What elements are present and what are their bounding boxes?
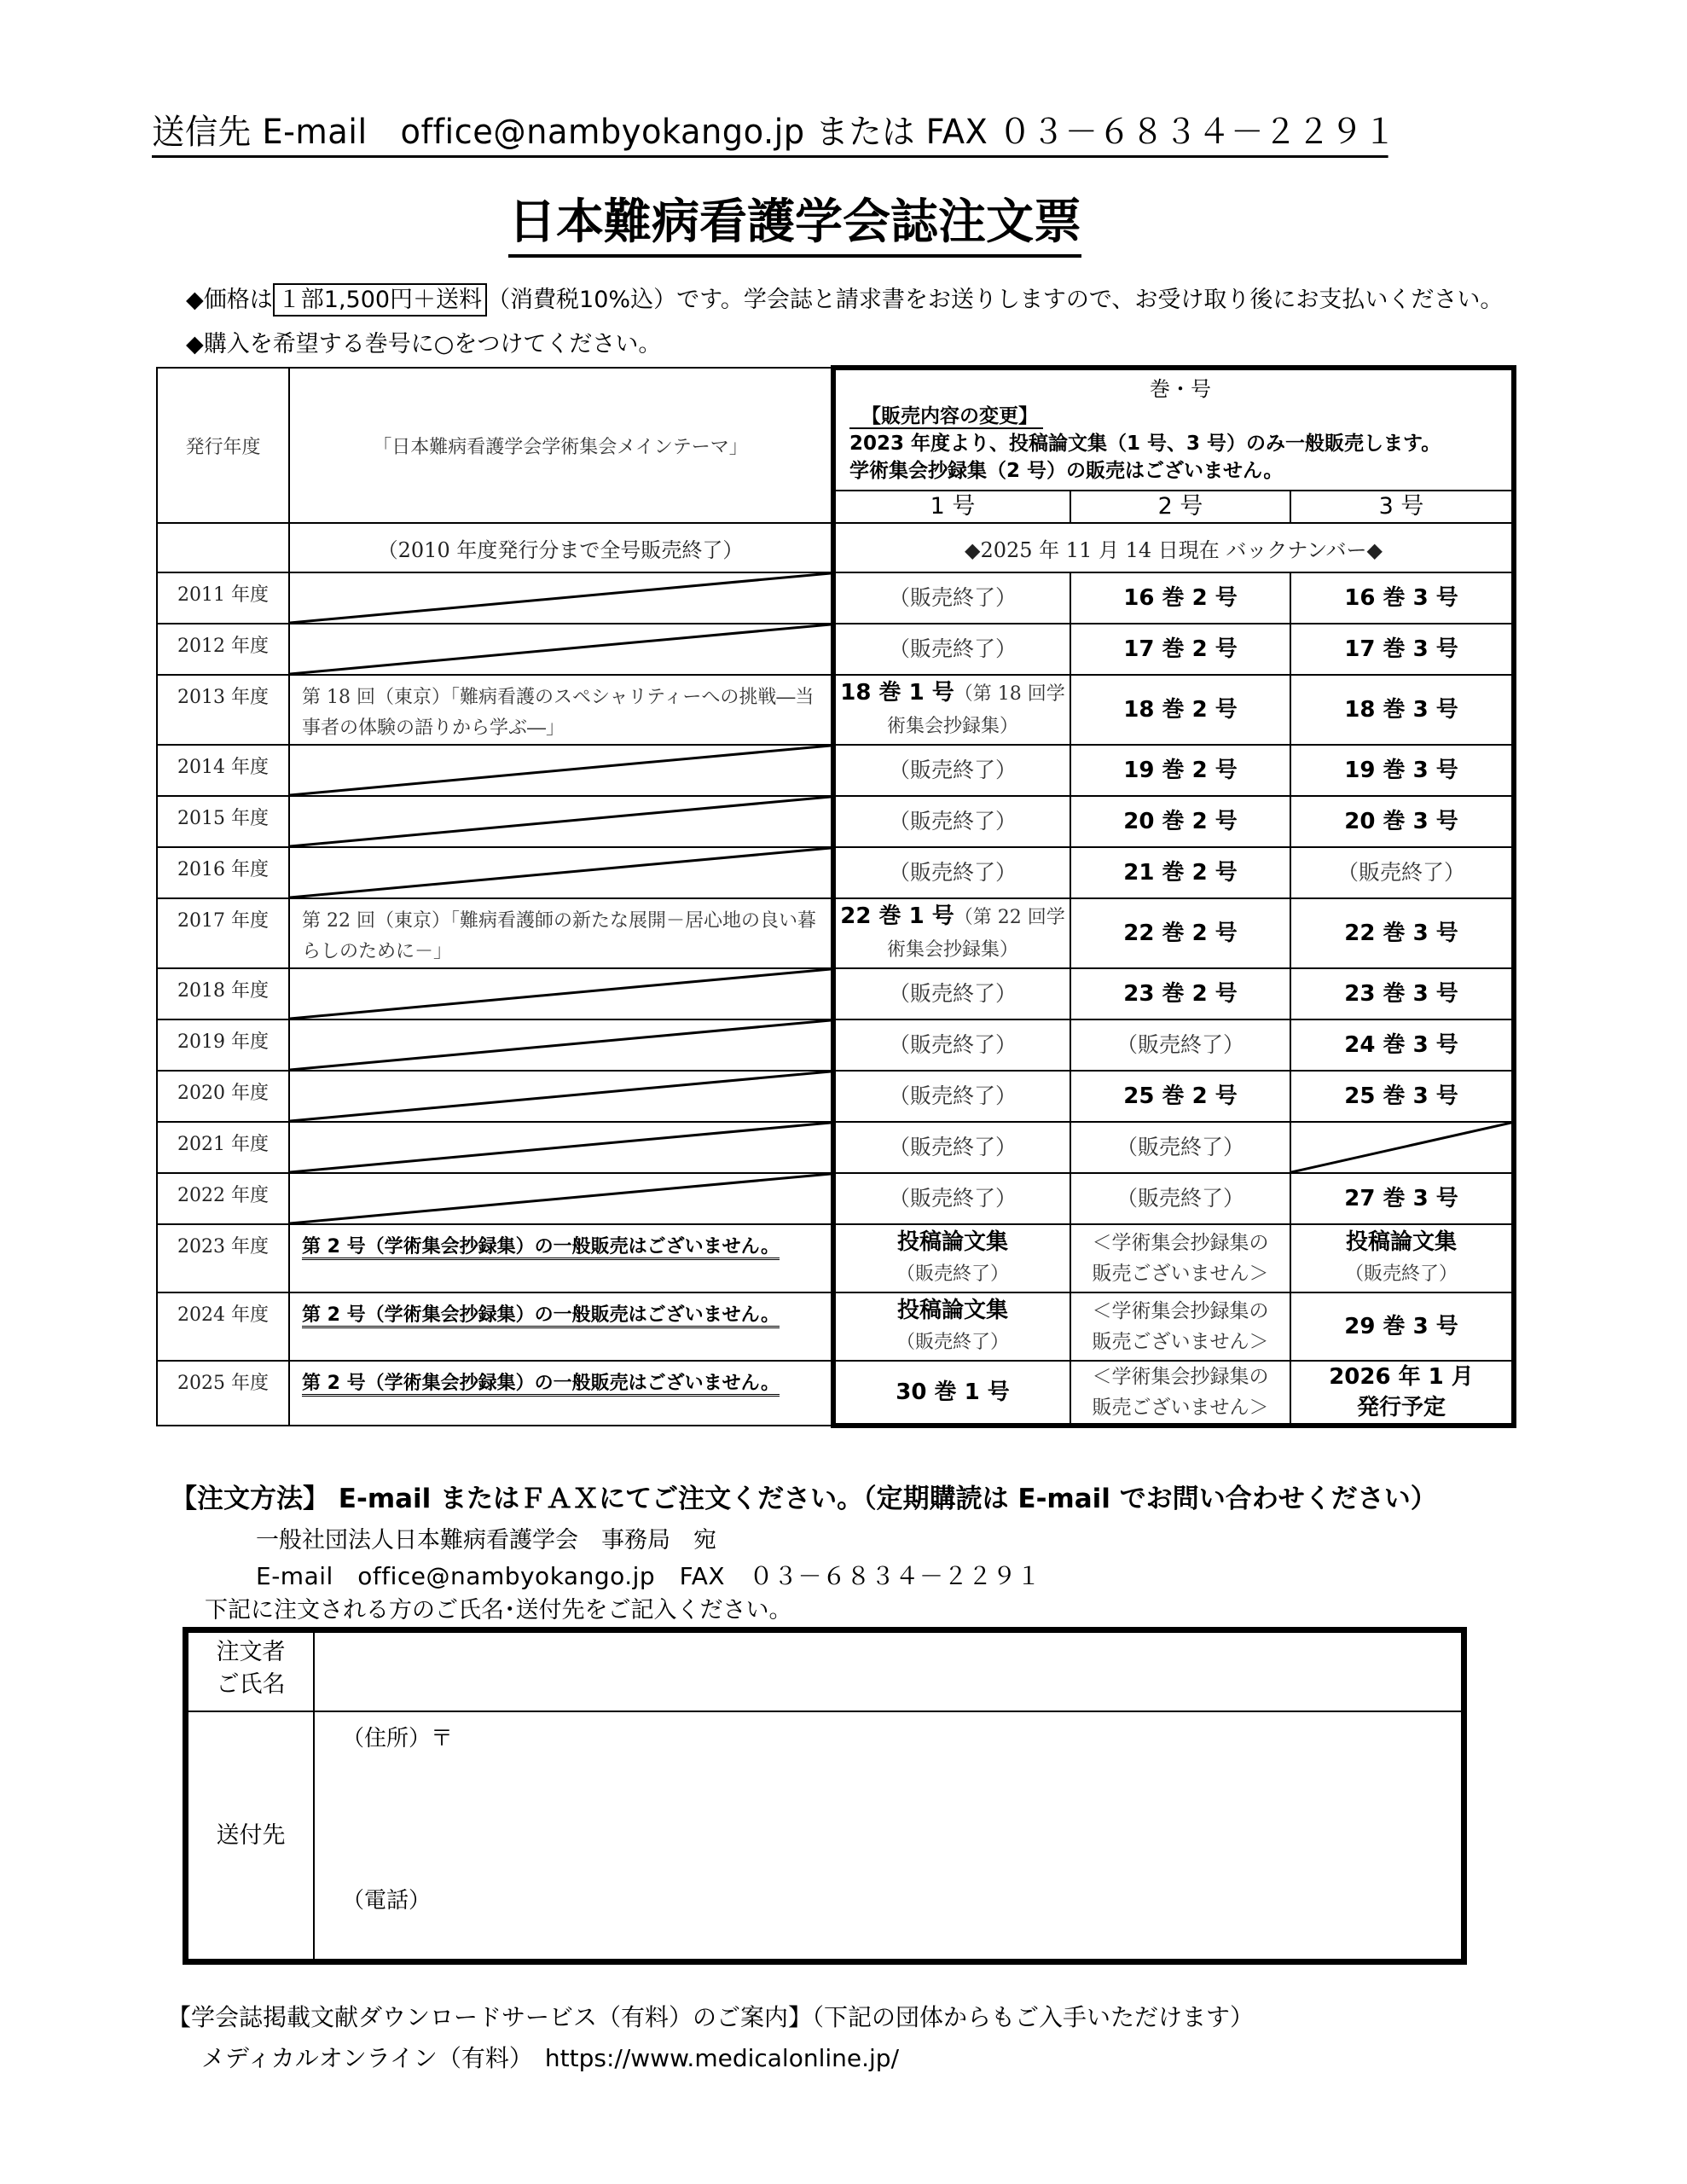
issue-3-line-2: 発行予定 bbox=[1356, 1395, 1446, 1420]
contact-line: E-mail office@nambyokango.jp FAX ０３－６８３４－２２９１ bbox=[256, 1562, 1041, 1590]
theme-text: 第 2 号（学術集会抄録集）の一般販売はございません。 bbox=[302, 1236, 780, 1260]
issue-1-main: 18 巻 1 号 bbox=[840, 680, 954, 706]
diagonal-line bbox=[290, 746, 831, 795]
change-line-2: 学術集会抄録集（2 号）の販売はございません。 bbox=[849, 460, 1284, 482]
issue-3-cell[interactable]: 27 巻 3 号 bbox=[1290, 1173, 1514, 1224]
issue-2-header: 2 号 bbox=[1070, 491, 1290, 523]
address-label: （住所）〒 bbox=[342, 1726, 454, 1751]
issue-1-cell[interactable]: （販売終了） bbox=[833, 572, 1070, 624]
year-cell: 2015 年度 bbox=[157, 796, 289, 847]
diagonal-line bbox=[290, 624, 831, 674]
issue-1-cell[interactable] bbox=[833, 1292, 1070, 1361]
issue-1-cell[interactable] bbox=[833, 1224, 1070, 1292]
issue-2-line-2: 販売ございません＞ bbox=[1092, 1263, 1269, 1285]
issue-2-line-1: ＜学術集会抄録集の bbox=[1092, 1232, 1269, 1254]
issue-2-cell bbox=[1070, 1292, 1290, 1361]
issue-1-header: 1 号 bbox=[833, 491, 1070, 523]
issue-3-header: 3 号 bbox=[1290, 491, 1514, 523]
issue-2-line-1: ＜学術集会抄録集の bbox=[1092, 1366, 1269, 1388]
issue-1-sub: （第 18 回学術集会抄録集） bbox=[886, 683, 1065, 737]
theme-text: 第 2 号（学術集会抄録集）の一般販売はございません。 bbox=[302, 1304, 780, 1328]
year-cell: 2024 年度 bbox=[157, 1292, 289, 1361]
issue-3-cell[interactable] bbox=[1290, 1224, 1514, 1292]
empty-cell bbox=[157, 523, 289, 572]
diagonal-line bbox=[290, 573, 831, 623]
issue-2-cell[interactable]: 22 巻 2 号 bbox=[1070, 898, 1290, 968]
issue-1-sub: （販売終了） bbox=[896, 1332, 1009, 1353]
table-row bbox=[157, 1292, 1514, 1361]
theme-cell: 第 18 回（東京）「難病看護のスペシャリティーへの挑戦―当事者の体験の語りから学ぶ―」 bbox=[289, 675, 833, 745]
issue-2-cell bbox=[1070, 1361, 1290, 1426]
diagonal-line bbox=[1291, 1123, 1511, 1172]
issue-3-cell[interactable]: 16 巻 3 号 bbox=[1290, 572, 1514, 624]
issue-2-cell bbox=[1070, 1224, 1290, 1292]
volume-label: 巻・号 bbox=[1150, 377, 1211, 401]
name-label-line-2: ご氏名 bbox=[216, 1671, 286, 1698]
issue-3-cell[interactable]: 18 巻 3 号 bbox=[1290, 675, 1514, 745]
theme-cell-empty bbox=[289, 624, 833, 675]
year-cell: 2023 年度 bbox=[157, 1224, 289, 1292]
issue-1-main: 22 巻 1 号 bbox=[840, 903, 954, 929]
diagonal-line bbox=[290, 1123, 831, 1172]
year-cell: 2011 年度 bbox=[157, 572, 289, 624]
name-row bbox=[188, 1633, 1461, 1712]
table-row bbox=[157, 745, 1514, 796]
issue-3-line-1: 2026 年 1 月 bbox=[1329, 1364, 1474, 1390]
issue-1-sub: （第 22 回学術集会抄録集） bbox=[886, 907, 1065, 961]
year-cell: 2022 年度 bbox=[157, 1173, 289, 1224]
table-row bbox=[157, 1122, 1514, 1173]
table-row bbox=[157, 675, 1514, 745]
theme-cell bbox=[289, 1361, 833, 1426]
volume-header bbox=[833, 368, 1514, 491]
issue-1-cell[interactable]: （販売終了） bbox=[833, 1122, 1070, 1173]
year-cell: 2012 年度 bbox=[157, 624, 289, 675]
issue-3-main: 投稿論文集 bbox=[1345, 1229, 1457, 1255]
year-cell: 2018 年度 bbox=[157, 968, 289, 1019]
issue-3-cell[interactable]: 23 巻 3 号 bbox=[1290, 968, 1514, 1019]
issue-2-line-1: ＜学術集会抄録集の bbox=[1092, 1300, 1269, 1322]
table-row bbox=[157, 898, 1514, 968]
year-cell: 2020 年度 bbox=[157, 1071, 289, 1122]
theme-cell: 第 22 回（東京）「難病看護師の新たな展開－居心地の良い暮らしのために－」 bbox=[289, 898, 833, 968]
price-note bbox=[186, 282, 1503, 319]
issue-2-cell[interactable]: 16 巻 2 号 bbox=[1070, 572, 1290, 624]
table-row bbox=[157, 624, 1514, 675]
year-cell: 2017 年度 bbox=[157, 898, 289, 968]
diagonal-line bbox=[290, 848, 831, 897]
issue-3-cell[interactable]: 24 巻 3 号 bbox=[1290, 1019, 1514, 1071]
issue-2-cell[interactable]: 20 巻 2 号 bbox=[1070, 796, 1290, 847]
issue-2-cell[interactable]: （販売終了） bbox=[1070, 1122, 1290, 1173]
issue-2-cell[interactable]: 18 巻 2 号 bbox=[1070, 675, 1290, 745]
issue-3-cell[interactable]: （販売終了） bbox=[1290, 847, 1514, 898]
table-row bbox=[157, 1071, 1514, 1122]
select-note: ◆購入を希望する巻号に○をつけてください。 bbox=[186, 331, 662, 357]
price-boxed: １部1,500円＋送料 bbox=[273, 283, 487, 317]
issue-2-line-2: 販売ございません＞ bbox=[1092, 1397, 1269, 1419]
issue-1-cell[interactable]: （販売終了） bbox=[833, 1173, 1070, 1224]
issue-1-cell[interactable] bbox=[833, 675, 1070, 745]
organization-line: 一般社団法人日本難病看護学会 事務局 宛 bbox=[256, 1527, 716, 1554]
issue-1-cell[interactable]: （販売終了） bbox=[833, 624, 1070, 675]
medical-online-link[interactable]: メディカルオンライン（有料） https://www.medicalonline.jp/ bbox=[201, 2044, 899, 2072]
issue-1-cell[interactable] bbox=[833, 898, 1070, 968]
table-row bbox=[157, 1019, 1514, 1071]
issue-3-cell[interactable]: 25 巻 3 号 bbox=[1290, 1071, 1514, 1122]
issue-1-main: 投稿論文集 bbox=[896, 1298, 1008, 1323]
name-field[interactable] bbox=[315, 1633, 1461, 1711]
issue-2-cell[interactable]: （販売終了） bbox=[1070, 1019, 1290, 1071]
theme-cell-empty bbox=[289, 847, 833, 898]
download-service-heading: 【学会誌掲載文献ダウンロードサービス（有料）のご案内】（下記の団体からもご入手いただけます） bbox=[167, 2003, 1255, 2031]
theme-cell bbox=[289, 1224, 833, 1292]
note-row bbox=[157, 523, 1514, 572]
theme-cell-empty bbox=[289, 1019, 833, 1071]
diagonal-line bbox=[290, 1020, 831, 1070]
issue-3-cell[interactable]: 17 巻 3 号 bbox=[1290, 624, 1514, 675]
ended-note: （2010 年度発行分まで全号販売終了） bbox=[289, 523, 833, 572]
theme-cell-empty bbox=[289, 796, 833, 847]
issue-3-cell[interactable]: 29 巻 3 号 bbox=[1290, 1292, 1514, 1361]
name-label bbox=[188, 1633, 315, 1711]
issue-2-cell[interactable]: 25 巻 2 号 bbox=[1070, 1071, 1290, 1122]
page-title: 日本難病看護学会誌注文票 bbox=[508, 193, 1081, 258]
diagonal-line bbox=[290, 1072, 831, 1121]
issue-3-cell-empty bbox=[1290, 1122, 1514, 1173]
issue-1-cell[interactable]: 30 巻 1 号 bbox=[833, 1361, 1070, 1426]
theme-cell bbox=[289, 1292, 833, 1361]
theme-text: 第 2 号（学術集会抄録集）の一般販売はございません。 bbox=[302, 1373, 780, 1397]
table-row bbox=[157, 572, 1514, 624]
year-cell: 2025 年度 bbox=[157, 1361, 289, 1426]
issue-1-cell[interactable]: （販売終了） bbox=[833, 745, 1070, 796]
issue-2-cell[interactable]: （販売終了） bbox=[1070, 1173, 1290, 1224]
send-to-line: 送信先 E-mail office@nambyokango.jp または FAX ０３－６８３４－２２９１ bbox=[152, 109, 1388, 158]
theme-cell-empty bbox=[289, 1122, 833, 1173]
change-title: 【販売内容の変更】 bbox=[849, 405, 1043, 429]
year-cell: 2019 年度 bbox=[157, 1019, 289, 1071]
issue-3-cell[interactable] bbox=[1290, 1361, 1514, 1426]
issue-1-cell[interactable]: （販売終了） bbox=[833, 796, 1070, 847]
year-cell: 2021 年度 bbox=[157, 1122, 289, 1173]
table-row bbox=[157, 847, 1514, 898]
issue-3-cell[interactable]: 22 巻 3 号 bbox=[1290, 898, 1514, 968]
theme-header: 「日本難病看護学会学術集会メインテーマ」 bbox=[289, 368, 833, 523]
table-row bbox=[157, 796, 1514, 847]
phone-label: （電話） bbox=[342, 1888, 432, 1914]
diagonal-line bbox=[290, 969, 831, 1019]
destination-row bbox=[188, 1712, 1461, 1959]
theme-cell-empty bbox=[289, 1071, 833, 1122]
year-cell: 2013 年度 bbox=[157, 675, 289, 745]
theme-cell-empty bbox=[289, 1173, 833, 1224]
issue-3-cell[interactable]: 19 巻 3 号 bbox=[1290, 745, 1514, 796]
issue-1-cell[interactable]: （販売終了） bbox=[833, 1019, 1070, 1071]
table-row bbox=[157, 1173, 1514, 1224]
name-label-line-1: 注文者 bbox=[216, 1639, 286, 1665]
price-note-suffix: （消費税10%込）です。学会誌と請求書をお送りしますので、お受け取り後にお支払いください。 bbox=[487, 287, 1504, 313]
issue-2-cell[interactable]: 17 巻 2 号 bbox=[1070, 624, 1290, 675]
theme-cell-empty bbox=[289, 745, 833, 796]
backnumber-table bbox=[156, 365, 1516, 1428]
form-instruction: 下記に注文される方のご氏名･送付先をご記入ください。 bbox=[205, 1597, 792, 1623]
issue-3-cell[interactable]: 20 巻 3 号 bbox=[1290, 796, 1514, 847]
address-field[interactable] bbox=[315, 1712, 1461, 1959]
diagonal-line bbox=[290, 1174, 831, 1223]
change-line-1: 2023 年度より、投稿論文集（1 号、3 号）のみ一般販売します。 bbox=[849, 433, 1441, 455]
issue-3-sub: （販売終了） bbox=[1344, 1263, 1458, 1285]
issue-2-line-2: 販売ございません＞ bbox=[1092, 1331, 1269, 1353]
issue-2-cell[interactable]: 23 巻 2 号 bbox=[1070, 968, 1290, 1019]
issue-2-cell[interactable]: 19 巻 2 号 bbox=[1070, 745, 1290, 796]
issue-1-main: 投稿論文集 bbox=[896, 1229, 1008, 1255]
table-header-row bbox=[157, 368, 1514, 491]
issue-2-cell[interactable]: 21 巻 2 号 bbox=[1070, 847, 1290, 898]
diagonal-line bbox=[290, 797, 831, 846]
issue-1-cell[interactable]: （販売終了） bbox=[833, 1071, 1070, 1122]
table-row bbox=[157, 1361, 1514, 1426]
issue-1-cell[interactable]: （販売終了） bbox=[833, 968, 1070, 1019]
table-row bbox=[157, 968, 1514, 1019]
destination-label: 送付先 bbox=[188, 1712, 315, 1959]
year-cell: 2016 年度 bbox=[157, 847, 289, 898]
order-form bbox=[183, 1627, 1467, 1965]
year-header: 発行年度 bbox=[157, 368, 289, 523]
order-method-heading: 【注文方法】 E-mail またはＦＡＸにてご注文ください。（定期購読は E-mail でお問い合わせください） bbox=[171, 1484, 1437, 1514]
theme-cell-empty bbox=[289, 968, 833, 1019]
issue-1-sub: （販売終了） bbox=[896, 1263, 1009, 1285]
issue-1-cell[interactable]: （販売終了） bbox=[833, 847, 1070, 898]
year-cell: 2014 年度 bbox=[157, 745, 289, 796]
backnumber-note: ◆2025 年 11 月 14 日現在 バックナンバー◆ bbox=[833, 523, 1514, 572]
table-row bbox=[157, 1224, 1514, 1292]
price-note-prefix: ◆価格は bbox=[186, 287, 273, 313]
theme-cell-empty bbox=[289, 572, 833, 624]
